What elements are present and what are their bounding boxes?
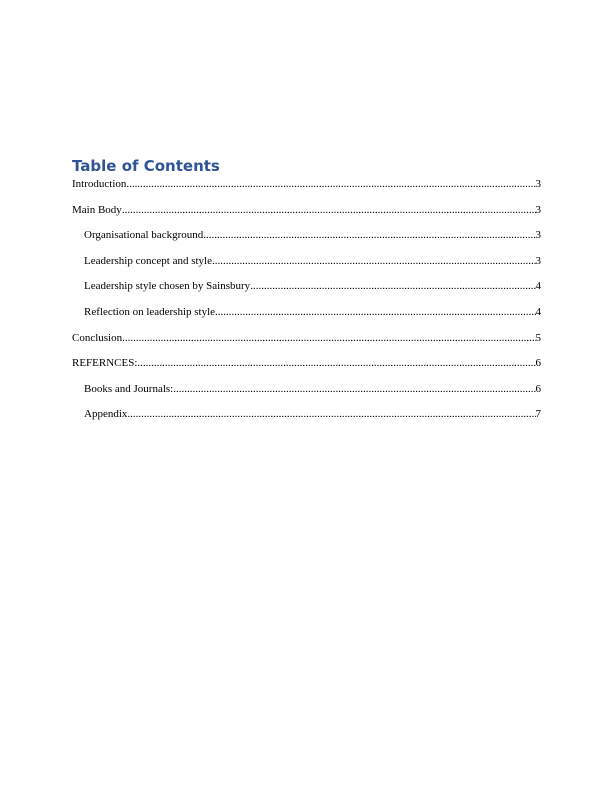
toc-entry-appendix[interactable] [72,406,541,432]
toc-entry-title: Leadership style chosen by Sainsbury [84,280,251,293]
toc-page-number: 4 [535,280,541,293]
toc-dot-leader [126,176,535,192]
toc-page-number: 3 [535,178,541,190]
toc-entry-title: Books and Journals: [84,382,174,395]
toc-page-number: 7 [535,408,541,421]
toc-entry-organisational-background[interactable] [72,227,541,253]
toc-dot-leader [203,227,535,243]
toc-entry-conclusion[interactable] [72,330,541,356]
toc-list [72,176,541,432]
toc-dot-leader [122,330,535,346]
toc-entry-main-body[interactable] [72,202,541,228]
toc-entry-reflection[interactable] [72,304,541,330]
toc-dot-leader [250,278,535,294]
toc-entry-leadership-style-sainsbury[interactable] [72,278,541,304]
toc-dot-leader [137,355,535,371]
toc-page-number: 3 [535,254,541,267]
toc-entry-title: Leadership concept and style [84,254,212,267]
toc-entry-introduction[interactable] [72,176,541,202]
toc-page-number: 4 [535,305,541,318]
toc-entry-title: Reflection on leadership style [84,305,216,318]
toc-dot-leader [212,253,536,269]
toc-dot-leader [173,381,535,397]
toc-entry-title: Organisational background [84,229,204,242]
toc-entry-title: Appendix [84,408,128,421]
toc-heading: Table of Contents [72,157,220,175]
toc-page-number: 6 [535,382,541,395]
toc-page-number: 3 [535,203,541,216]
toc-entry-references[interactable] [72,355,541,381]
toc-entry-books-journals[interactable] [72,381,541,407]
toc-dot-leader [215,304,535,320]
toc-entry-title: REFERNCES: [72,357,138,370]
toc-entry-leadership-concept[interactable] [72,253,541,279]
toc-dot-leader [122,202,536,218]
toc-page-number: 5 [535,331,541,344]
toc-page-number: 6 [535,357,541,370]
toc-page-number: 3 [535,229,541,242]
toc-entry-title: Main Body [72,203,122,216]
toc-entry-title: Introduction [72,178,127,190]
toc-dot-leader [127,406,535,422]
toc-entry-title: Conclusion [72,331,123,344]
